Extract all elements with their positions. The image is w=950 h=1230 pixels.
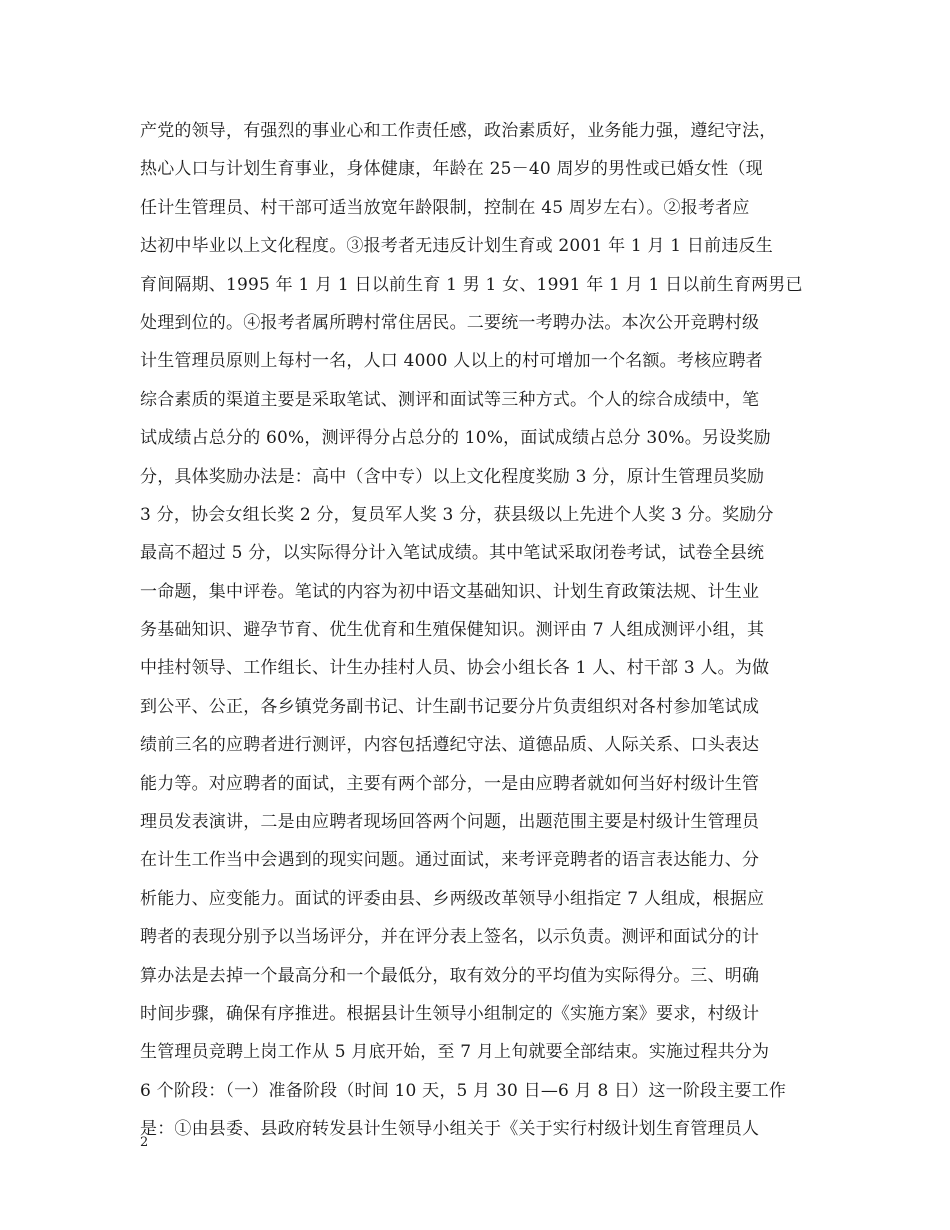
text-line: 试成绩占总分的 60%，测评得分占总分的 10%，面试成绩占总分 30%。另设奖励 xyxy=(140,428,771,449)
text-line: 理员发表演讲，二是由应聘者现场回答两个问题，出题范围主要是村级计生管理员 xyxy=(140,812,760,833)
text-line: 能力等。对应聘者的面试，主要有两个部分，一是由应聘者就如何当好村级计生管 xyxy=(140,773,760,794)
text-line: 分，具体奖励办法是：高中（含中专）以上文化程度奖励 3 分，原计生管理员奖励 xyxy=(140,466,765,487)
text-line: 产党的领导，有强烈的事业心和工作责任感，政治素质好，业务能力强，遵纪守法， xyxy=(140,121,777,141)
text-line: 6 个阶段：（一）准备阶段（时间 10 天，5 月 30 日—6 月 8 日）这一阶段主要工作 xyxy=(140,1080,787,1101)
text-line: 在计生工作当中会遇到的现实问题。通过面试，来考评竞聘者的语言表达能力、分 xyxy=(140,850,760,871)
text-line: 时间步骤，确保有序推进。根据县计生领导小组制定的《实施方案》要求，村级计 xyxy=(140,1003,760,1024)
text-line: 综合素质的渠道主要是采取笔试、测评和面试等三种方式。个人的综合成绩中，笔 xyxy=(140,389,760,410)
text-line: 析能力、应变能力。面试的评委由县、乡两级改革领导小组指定 7 人组成，根据应 xyxy=(140,888,765,909)
page-number: 2 xyxy=(140,1135,149,1150)
text-line: 是：①由县委、县政府转发县计生领导小组关于《关于实行村级计划生育管理员人 xyxy=(140,1119,760,1140)
text-line: 到公平、公正，各乡镇党务副书记、计生副书记要分片负责组织对各村参加笔试成 xyxy=(140,696,760,717)
body-text xyxy=(140,112,820,1149)
text-line: 最高不超过 5 分，以实际得分计入笔试成绩。其中笔试采取闭卷考试，试卷全县统 xyxy=(140,543,765,564)
text-line: 务基础知识、避孕节育、优生优育和生殖保健知识。测评由 7 人组成测评小组，其 xyxy=(140,620,765,641)
text-line: 3 分，协会女组长奖 2 分，复员军人奖 3 分，获县级以上先进个人奖 3 分。奖励分 xyxy=(140,504,774,525)
text-line: 生管理员竞聘上岗工作从 5 月底开始，至 7 月上旬就要全部结束。实施过程共分为 xyxy=(140,1042,770,1063)
text-line: 算办法是去掉一个最高分和一个最低分，取有效分的平均值为实际得分。三、明确 xyxy=(140,965,760,986)
text-line: 达初中毕业以上文化程度。③报考者无违反计划生育或 2001 年 1 月 1 日前违反生 xyxy=(140,236,773,257)
text-line: 任计生管理员、村干部可适当放宽年龄限制，控制在 45 周岁左右）。②报考者应 xyxy=(140,197,750,218)
text-line: 育间隔期、1995 年 1 月 1 日以前生育 1 男 1 女、1991 年 1 月 1 日以前生育两男已 xyxy=(140,274,803,295)
text-line: 热心人口与计划生育事业，身体健康，年龄在 25－40 周岁的男性或已婚女性（现 xyxy=(140,159,763,180)
text-line: 计生管理员原则上每村一名，人口 4000 人以上的村可增加一个名额。考核应聘者 xyxy=(140,351,763,372)
text-line: 聘者的表现分别予以当场评分，并在评分表上签名，以示负责。测评和面试分的计 xyxy=(140,927,760,948)
text-line: 中挂村领导、工作组长、计生办挂村人员、协会小组长各 1 人、村干部 3 人。为做 xyxy=(140,658,770,679)
text-line: 一命题，集中评卷。笔试的内容为初中语文基础知识、计划生育政策法规、计生业 xyxy=(140,581,760,602)
text-line: 处理到位的。④报考者属所聘村常住居民。二要统一考聘办法。本次公开竞聘村级 xyxy=(140,312,760,333)
text-line: 绩前三名的应聘者进行测评，内容包括遵纪守法、道德品质、人际关系、口头表达 xyxy=(140,735,760,756)
